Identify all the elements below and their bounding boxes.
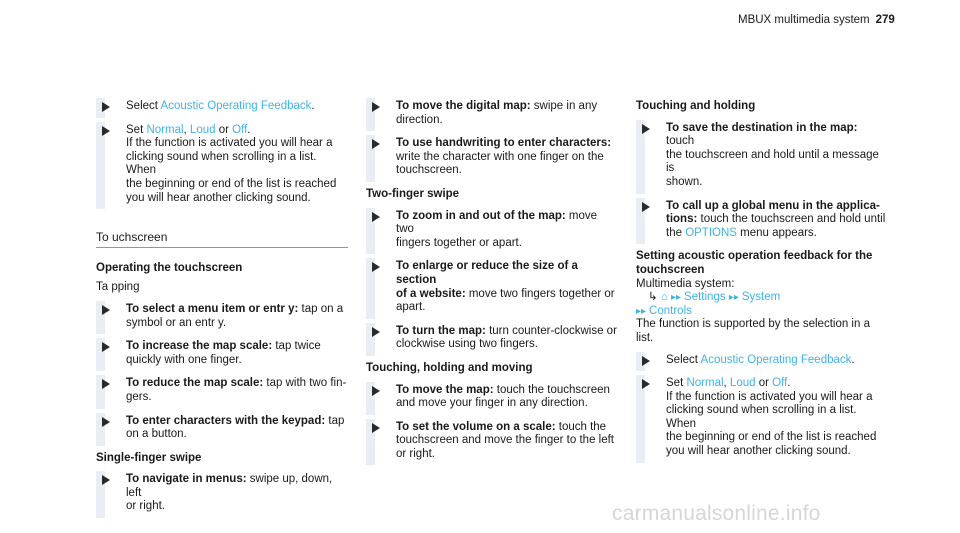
text: or — [215, 123, 233, 136]
text: shown. — [666, 175, 703, 188]
text: swipe up, down, left — [126, 473, 333, 499]
bold-text: To select a menu item or entr y: — [126, 302, 299, 315]
text: tap on a — [298, 302, 344, 315]
text: the beginning or end of the list is reached — [666, 431, 877, 444]
arrow-icon — [642, 379, 650, 389]
text: the — [666, 226, 686, 239]
bold-text: To turn the map: — [396, 324, 486, 337]
path-system[interactable]: System — [741, 291, 781, 304]
arrow-icon — [102, 475, 110, 485]
header-title: MBUX multimedia system — [738, 14, 870, 26]
section-title: To uchscreen — [96, 231, 348, 248]
text: touchscreen — [636, 263, 705, 276]
arrow-icon — [102, 417, 110, 427]
return-arrow-icon: ↳ — [648, 291, 658, 304]
text: Setting acoustic operation feedback for the — [636, 250, 873, 263]
text: the touchscreen and hold until a message is — [666, 148, 879, 175]
support-text — [636, 318, 888, 345]
arrow-icon — [642, 202, 650, 212]
text: Select — [666, 353, 701, 366]
text: Set — [126, 123, 147, 136]
multimedia-system-label: Multimedia system: — [636, 277, 735, 290]
step-t5 — [96, 473, 348, 514]
menu-link-acoustic-feedback[interactable]: Acoustic Operating Feedback — [700, 353, 852, 366]
bold-text: To reduce the map scale: — [126, 377, 264, 390]
text: If the function is activated you will hear a — [666, 390, 873, 403]
step-c2 — [636, 200, 888, 241]
arrow-icon — [372, 102, 380, 112]
arrow-icon — [372, 423, 380, 433]
heading: Operating the touchscreen — [96, 261, 243, 274]
step-c4 — [636, 377, 888, 459]
subheading-touch-hold-move: Touching, holding and moving — [366, 361, 533, 374]
path-settings[interactable]: Settings — [684, 291, 726, 304]
arrow-icon — [102, 379, 110, 389]
arrow-icon — [372, 212, 380, 222]
arrow-icon — [102, 126, 110, 136]
arrow-icon — [372, 262, 380, 272]
text: touch the touchscreen — [493, 383, 610, 396]
text: . — [851, 353, 855, 366]
bold-text: To move the digital map: — [396, 100, 531, 112]
arrow-icon — [102, 102, 110, 112]
bold-text: To navigate in menus: — [126, 473, 247, 486]
text: touch — [666, 135, 695, 148]
step-s4 — [366, 260, 618, 314]
text: clicking sound when scrolling in a list. When — [666, 404, 857, 430]
step-s5 — [366, 325, 618, 352]
arrow-icon — [642, 356, 650, 366]
text: fingers together or apart. — [396, 236, 522, 249]
page-header — [738, 14, 895, 28]
subheading-single-swipe: Single-finger swipe — [96, 451, 202, 464]
setting-heading — [636, 250, 888, 277]
text: The function is supported by the selection in a — [636, 318, 870, 331]
bold-text: To zoom in and out of the map: — [396, 209, 566, 222]
step-select-feedback — [96, 100, 348, 114]
step-c3 — [636, 354, 888, 368]
text: or — [755, 377, 773, 390]
step-t4 — [96, 415, 348, 442]
text: , — [723, 377, 730, 390]
text: menu appears. — [736, 226, 817, 239]
step-c1 — [636, 122, 888, 190]
step-s6 — [366, 384, 618, 411]
text: clicking sound when scrolling in a list. When — [126, 150, 317, 177]
text: tap twice — [272, 340, 321, 353]
arrow-icon — [372, 327, 380, 337]
text: quickly with one finger. — [126, 353, 242, 366]
subheading-tapping: Ta pping — [96, 281, 140, 294]
text: gers. — [126, 390, 152, 403]
step-t3 — [96, 377, 348, 404]
text: . — [311, 100, 315, 112]
option-off[interactable]: Off — [232, 123, 248, 136]
text: Select — [126, 100, 161, 112]
chevron-right-icon: ▸▸ — [671, 292, 682, 304]
path-line-2 — [636, 305, 888, 319]
menu-link-acoustic-feedback[interactable]: Acoustic Operating Feedback — [160, 100, 312, 112]
step-s3 — [366, 210, 618, 251]
text: touchscreen. — [396, 164, 462, 177]
text: turn counter-clockwise or — [485, 324, 617, 337]
text: list. — [636, 331, 654, 344]
text: direction. — [396, 113, 443, 126]
option-off[interactable]: Off — [772, 377, 788, 390]
text: If the function is activated you will hear a — [126, 137, 333, 150]
path-line-1 — [636, 291, 888, 305]
menu-link-options[interactable]: OPTIONS — [685, 226, 737, 239]
text: you will hear another clicking sound. — [126, 191, 311, 204]
arrow-icon — [372, 139, 380, 149]
step-set-option — [96, 124, 348, 206]
bold-text: To save the destination in the map: — [666, 121, 858, 134]
arrow-icon — [102, 305, 110, 315]
bold-text: To use handwriting to enter characters: — [396, 137, 612, 150]
text: , — [183, 123, 190, 136]
bold-text: tions: — [666, 213, 698, 226]
arrow-icon — [642, 124, 650, 134]
text: tap with two fin- — [263, 377, 347, 390]
path-controls[interactable]: Controls — [649, 304, 692, 317]
text: . — [787, 377, 791, 390]
text: tap — [325, 414, 345, 427]
menu-path — [636, 291, 888, 318]
step-s7 — [366, 421, 618, 462]
text: Set — [666, 377, 687, 390]
text: and move your finger in any direction. — [396, 397, 588, 410]
column-3 — [636, 100, 888, 469]
option-loud[interactable]: Loud — [729, 377, 756, 390]
arrow-icon — [102, 342, 110, 352]
subheading-touch-hold: Touching and holding — [636, 100, 756, 112]
chevron-right-icon: ▸▸ — [728, 292, 739, 304]
text: touch the touchscreen and hold until — [697, 213, 886, 226]
column-1 — [96, 100, 348, 524]
step-t2 — [96, 340, 348, 367]
text: touchscreen and move the finger to the left — [396, 434, 614, 447]
text: move two fingers together or — [465, 287, 615, 300]
text: clockwise using two fingers. — [396, 338, 538, 351]
bold-text: To increase the map scale: — [126, 340, 273, 353]
text: you will hear another clicking sound. — [666, 445, 851, 458]
option-normal[interactable]: Normal — [686, 377, 724, 390]
bold-text: To set the volume on a scale: — [396, 420, 556, 433]
bold-text: To move the map: — [396, 383, 494, 396]
text: move two — [396, 209, 598, 236]
bold-text: To call up a global menu in the applica- — [666, 199, 880, 212]
text: the beginning or end of the list is reached — [126, 177, 337, 190]
home-icon[interactable]: ⌂ — [660, 291, 668, 304]
subheading-two-finger: Two-finger swipe — [366, 187, 460, 200]
arrow-icon — [372, 386, 380, 396]
watermark: carmanualsonline.info — [612, 502, 821, 525]
text: write the character with one finger on the — [396, 150, 604, 163]
bold-text: To enter characters with the keypad: — [126, 414, 326, 427]
page-number: 279 — [875, 14, 895, 26]
bold-text: of a website: — [396, 287, 466, 300]
option-loud[interactable]: Loud — [189, 123, 216, 136]
text: or right. — [396, 447, 435, 460]
text: or right. — [126, 500, 165, 513]
text: touch the — [555, 420, 607, 433]
step-t1 — [96, 303, 348, 330]
bold-text: To enlarge or reduce the size of a section — [396, 260, 578, 286]
chevron-right-icon: ▸▸ — [636, 305, 647, 317]
text: . — [247, 123, 251, 136]
text: swipe in any — [530, 100, 598, 112]
step-s2 — [366, 137, 618, 178]
step-s1 — [366, 100, 618, 127]
text: symbol or an entr y. — [126, 316, 227, 329]
option-normal[interactable]: Normal — [146, 123, 184, 136]
column-2 — [366, 100, 618, 471]
text: apart. — [396, 301, 426, 314]
text: on a button. — [126, 428, 187, 441]
